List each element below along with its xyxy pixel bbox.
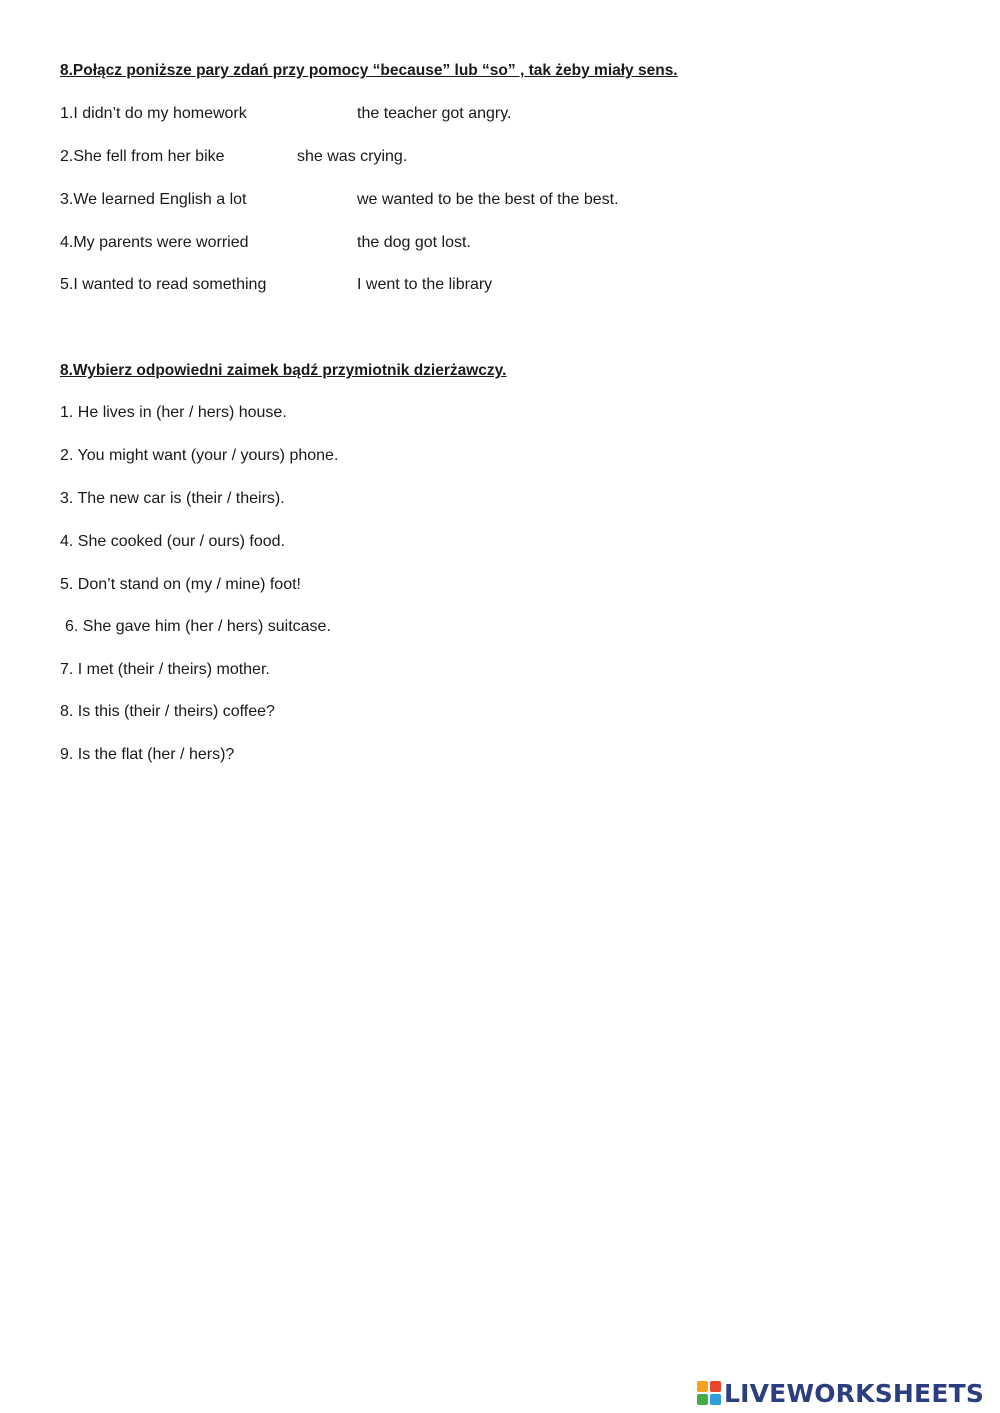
logo-square-1 bbox=[697, 1381, 708, 1392]
exercise1-row1-left: 1.I didn’t do my homework bbox=[60, 105, 247, 122]
exercise1-row3-left: 3.We learned English a lot bbox=[60, 191, 247, 208]
exercise1-row3-right: we wanted to be the best of the best. bbox=[357, 191, 619, 208]
exercise2-item-4: 4. She cooked (our / ours) food. bbox=[60, 533, 286, 550]
exercise1-row5-right: I went to the library bbox=[357, 276, 493, 293]
exercise2-item-2: 2. You might want (your / yours) phone. bbox=[60, 447, 339, 464]
liveworksheets-logo bbox=[697, 1379, 984, 1407]
exercise2-item-1: 1. He lives in (her / hers) house. bbox=[60, 404, 287, 421]
exercise2-heading: 8.Wybierz odpowiedni zaimek bądź przymiotnik dzierżawczy. bbox=[60, 362, 507, 379]
exercise2-item-9: 9. Is the flat (her / hers)? bbox=[60, 746, 235, 763]
exercise2-item-7: 7. I met (their / theirs) mother. bbox=[60, 661, 270, 678]
logo-square-2 bbox=[710, 1381, 721, 1392]
exercise2-item-6: 6. She gave him (her / hers) suitcase. bbox=[65, 618, 331, 635]
exercise1-row1-right: the teacher got angry. bbox=[357, 105, 512, 122]
exercise2-item-3: 3. The new car is (their / theirs). bbox=[60, 490, 285, 507]
exercise2-item-8: 8. Is this (their / theirs) coffee? bbox=[60, 703, 275, 720]
exercise1-heading: 8.Połącz poniższe pary zdań przy pomocy “because” lub “so” , tak żeby miały sens. bbox=[60, 62, 678, 79]
logo-text: LIVEWORKSHEETS bbox=[724, 1378, 985, 1408]
exercise1-row4-right: the dog got lost. bbox=[357, 234, 471, 251]
exercise2-item-5: 5. Don’t stand on (my / mine) foot! bbox=[60, 576, 301, 593]
exercise1-row2-left: 2.She fell from her bike bbox=[60, 148, 225, 165]
logo-mark-icon bbox=[697, 1381, 721, 1405]
exercise1-row2-right: she was crying. bbox=[297, 148, 408, 165]
exercise1-row4-left: 4.My parents were worried bbox=[60, 234, 249, 251]
exercise1-row5-left: 5.I wanted to read something bbox=[60, 276, 267, 293]
logo-square-4 bbox=[710, 1394, 721, 1405]
logo-square-3 bbox=[697, 1394, 708, 1405]
